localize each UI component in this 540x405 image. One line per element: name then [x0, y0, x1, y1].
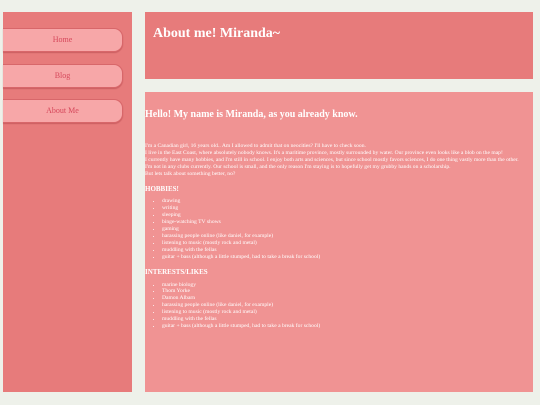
- interests-list: [145, 282, 533, 330]
- interest-item: • guitar + bass (although a little stumped, had to take a break for school): [162, 323, 533, 330]
- hobby-item: • gaming: [162, 226, 533, 233]
- interest-item: • harassing people online (like daniel, for example): [162, 302, 533, 309]
- hobby-item: • muddling with the fellas: [162, 247, 533, 254]
- hobby-item: • sleeping: [162, 212, 533, 219]
- interest-item: • muddling with the fellas: [162, 316, 533, 323]
- intro-line: I'm not in any clubs currently. Our school is small, and the only reason I'm staying is to hopefully get my grubby hands on a scholarship.: [145, 163, 451, 170]
- interest-item: • Damon Albarn: [162, 295, 533, 302]
- hobbies-heading: HOBBIES!: [145, 184, 179, 193]
- nav-about-me-button[interactable]: About Me: [3, 99, 123, 123]
- hobby-item: • binge-watching TV shows: [162, 219, 533, 226]
- intro-line: I currently have many hobbies, and I'm still in school. I enjoy both arts and sciences, but since school mostly favors sciences, I do one thing vastly more than the other.: [145, 156, 519, 163]
- content-heading: Hello! My name is Miranda, as you already know.: [145, 109, 358, 120]
- interest-item: • marine biology: [162, 282, 533, 289]
- intro-line: I'm a Canadian girl, 16 years old.. Am I allowed to admit that on neocities? I'll have to check soon.: [145, 143, 366, 149]
- hobbies-list: [145, 198, 533, 260]
- body-text: [145, 143, 533, 330]
- page-title: About me! Miranda~: [153, 26, 281, 41]
- sidebar: [3, 12, 132, 392]
- nav-blog-button[interactable]: Blog: [3, 64, 123, 88]
- interest-item: • Thom Yorke: [162, 288, 533, 295]
- hobby-item: • guitar + bass (although a little stumped, had to take a break for school): [162, 254, 533, 261]
- hobby-item: • drawing: [162, 198, 533, 205]
- hobby-item: • harassing people online (like daniel, for example): [162, 233, 533, 240]
- intro-line: But lets talk about something better, no?: [145, 170, 236, 177]
- interest-item: • listening to music (mostly rock and metal): [162, 309, 533, 316]
- interests-heading: INTERESTS/LIKES: [145, 267, 208, 276]
- nav-home-button[interactable]: Home: [3, 28, 123, 52]
- intro-line: I live in the East Coast, where absolutely nobody knows. It's a maritime province, mostly surrounded by water. Our province even looks like a blob on the map!: [145, 149, 503, 156]
- hobby-item: • writing: [162, 205, 533, 212]
- header-panel: [145, 12, 533, 79]
- content-panel: [145, 92, 533, 392]
- hobby-item: • listening to music (mostly rock and metal): [162, 240, 533, 247]
